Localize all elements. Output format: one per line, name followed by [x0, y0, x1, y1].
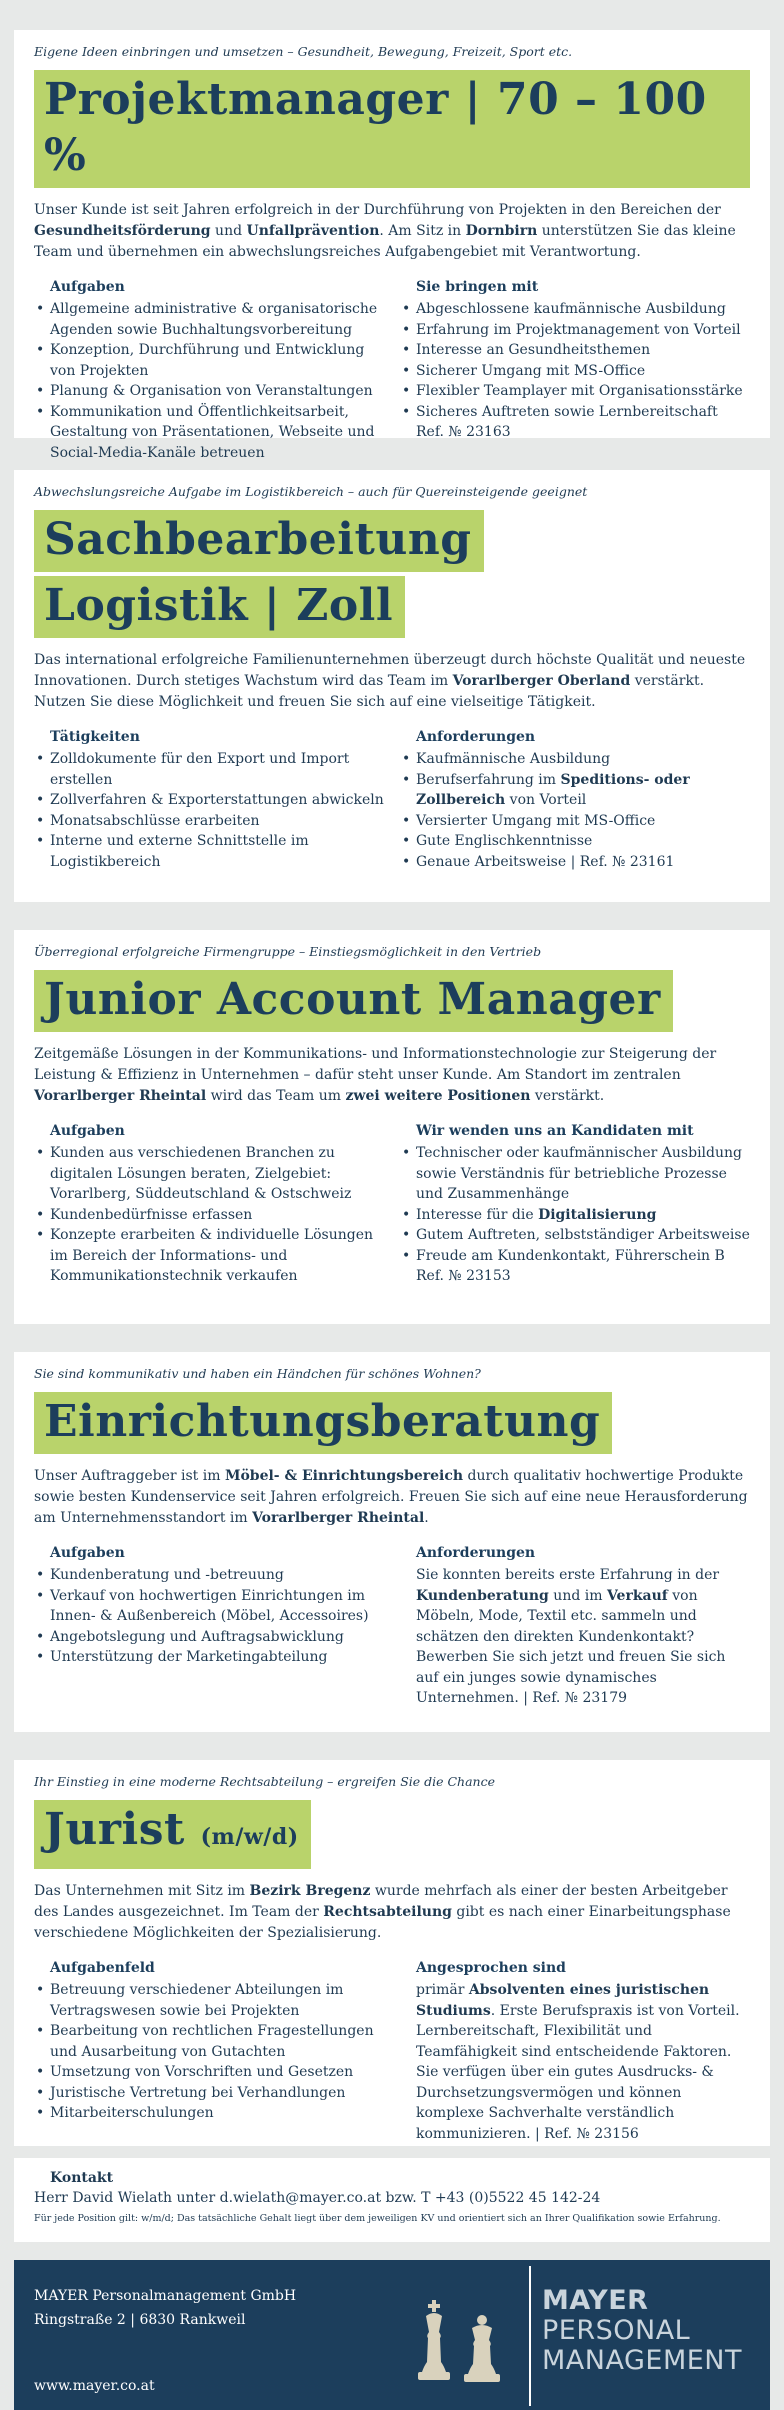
- chess-pieces-icon: [406, 2282, 516, 2392]
- requirements-column: [400, 1958, 750, 2144]
- column-heading: Wir wenden uns an Kandidaten mit: [416, 1123, 694, 1139]
- column-heading: Angesprochen sind: [416, 1960, 566, 1976]
- job-title: Jurist (m/w/d): [34, 1800, 311, 1869]
- job-title: Projektmanager | 70 – 100 %: [34, 70, 750, 188]
- list-item: • Freude am Kundenkontakt, Führerschein B: [400, 1246, 750, 1267]
- list-item: • Sicheres Auftreten sowie Lernbereitschaft: [400, 402, 750, 423]
- list-item: • Umsetzung von Vorschriften und Gesetzen: [34, 2062, 384, 2083]
- logo-divider: [529, 2266, 531, 2406]
- reference-number: Ref. № 23163: [416, 424, 511, 440]
- tasks-column: [34, 1543, 384, 1709]
- list-item: • Unterstützung der Marketingabteilung: [34, 1647, 384, 1668]
- list-item: • Interesse für die Digitalisierung: [400, 1205, 750, 1226]
- list-item: • Betreuung verschiedener Abteilungen im Vertragswesen sowie bei Projekten: [34, 1980, 384, 2021]
- list-item: • Konzeption, Durchführung und Entwicklung von Projekten: [34, 340, 384, 381]
- gender-suffix: (m/w/d): [200, 1824, 299, 1850]
- list-item: • Versierter Umgang mit MS-Office: [400, 811, 750, 832]
- job-intro: Unser Auftraggeber ist im Möbel- & Einrichtungsbereich durch qualitativ hochwertige Produkte sowie besten Kundenservice seit Jahren erfolgreich. Freuen Sie sich auf eine neue Herausforderung am Unternehmensstandort im Vorarlberger Rheintal.: [34, 1468, 748, 1526]
- job-kicker: Sie sind kommunikativ und haben ein Händchen für schönes Wohnen?: [34, 1366, 481, 1381]
- job-ad-projektmanager: [14, 30, 770, 461]
- column-heading: Sie bringen mit: [416, 279, 539, 295]
- job-intro: Das Unternehmen mit Sitz im Bezirk Bregenz wurde mehrfach als einer der besten Arbeitgeber des Landes ausgezeichnet. Im Team der Rechtsabteilung gibt es nach einer Einarbeitungsphase verschiedene Möglichkeiten der Spezialisierung.: [34, 1883, 731, 1941]
- column-heading: Aufgaben: [50, 1545, 125, 1561]
- list-item: • Planung & Organisation von Veranstaltungen: [34, 381, 384, 402]
- column-heading: Aufgaben: [50, 279, 125, 295]
- requirements-column: [400, 1543, 750, 1709]
- job-intro: Zeitgemäße Lösungen in der Kommunikations- und Informationstechnologie zur Steigerung der Leistung & Effizienz in Unternehmen – dafür steht unser Kunde. Am Standort im zentralen Vorarlberger Rheintal wird das Team um zwei weitere Positionen verstärkt.: [34, 1046, 717, 1104]
- list-item: • Kundenbedürfnisse erfassen: [34, 1205, 384, 1226]
- tasks-column: [34, 1121, 384, 1287]
- list-item: • Berufserfahrung im Speditions- oder Zollbereich von Vorteil: [400, 770, 750, 811]
- job-kicker: Ihr Einstieg in eine moderne Rechtsabteilung – ergreifen Sie die Chance: [34, 1774, 496, 1789]
- list-item: • Mitarbeiterschulungen: [34, 2103, 384, 2124]
- contact-section: [14, 2158, 770, 2242]
- company-address: [34, 2284, 296, 2332]
- job-title: Einrichtungsberatung: [34, 1392, 612, 1454]
- list-item: • Kundenberatung und -betreuung: [34, 1565, 384, 1586]
- list-item: • Juristische Vertretung bei Verhandlungen: [34, 2083, 384, 2104]
- job-title-line1: Sachbearbeitung: [34, 510, 484, 572]
- list-item: • Genaue Arbeitsweise | Ref. № 23161: [400, 852, 750, 873]
- list-item: • Kaufmännische Ausbildung: [400, 749, 750, 770]
- reference-number: Ref. № 23153: [416, 1268, 511, 1284]
- job-intro: Das international erfolgreiche Familienunternehmen überzeugt durch höchste Qualität und neueste Innovationen. Durch stetiges Wachstum wird das Team im Vorarlberger Oberland verstärkt. Nutzen Sie diese Möglichkeit und freuen Sie sich auf eine vielseitige Tätigkeit.: [34, 652, 746, 710]
- requirements-column: [400, 727, 750, 872]
- contact-line: Herr David Wielath unter d.wielath@mayer.co.at bzw. T +43 (0)5522 45 142-24: [34, 2190, 601, 2206]
- requirements-text: primär Absolventen eines juristischen Studiums. Erste Berufspraxis ist von Vorteil. Lernbereitschaft, Flexibilität und Teamfähigkeit sind entscheidende Faktoren. Sie verfügen über ein gutes Ausdrucks- & Durchsetzungsvermögen und können komplexe Sachverhalte verständlich kommunizieren. | Ref. № 23156: [416, 1982, 740, 2142]
- contact-heading: Kontakt: [50, 2170, 114, 2186]
- list-item: • Interne und externe Schnittstelle im Logistikbereich: [34, 831, 384, 872]
- list-item: • Allgemeine administrative & organisatorische Agenden sowie Buchhaltungsvorbereitung: [34, 299, 384, 340]
- list-item: • Sicherer Umgang mit MS-Office: [400, 361, 750, 382]
- list-item: • Gute Englischkenntnisse: [400, 831, 750, 852]
- job-ad-einrichtungsberatung: [14, 1352, 770, 1732]
- list-item: • Abgeschlossene kaufmännische Ausbildung: [400, 299, 750, 320]
- website-link[interactable]: www.mayer.co.at: [34, 2378, 155, 2394]
- list-item: • Flexibler Teamplayer mit Organisationsstärke: [400, 381, 750, 402]
- list-item: • Technischer oder kaufmännischer Ausbildung sowie Verständnis für betriebliche Prozesse und Zusammenhänge: [400, 1143, 750, 1205]
- column-heading: Anforderungen: [416, 1545, 536, 1561]
- list-item: • Interesse an Gesundheitsthemen: [400, 340, 750, 361]
- list-item: • Verkauf von hochwertigen Einrichtungen im Innen- & Außenbereich (Möbel, Accessoires): [34, 1586, 384, 1627]
- column-heading: Tätigkeiten: [50, 729, 140, 745]
- list-item: • Monatsabschlüsse erarbeiten: [34, 811, 384, 832]
- street-address: Ringstraße 2 | 6830 Rankweil: [34, 2312, 246, 2328]
- list-item: • Zollverfahren & Exporterstattungen abwickeln: [34, 790, 384, 811]
- job-title: Junior Account Manager: [34, 970, 673, 1032]
- list-item: • Kunden aus verschiedenen Branchen zu digitalen Lösungen beraten, Zielgebiet: Vorarlberg, Süddeutschland & Ostschweiz: [34, 1143, 384, 1205]
- job-ad-junior-account-manager: [14, 930, 770, 1324]
- list-item: • Konzepte erarbeiten & individuelle Lösungen im Bereich der Informations- und Kommunikationstechnik verkaufen: [34, 1225, 384, 1287]
- job-kicker: Eigene Ideen einbringen und umsetzen – Gesundheit, Bewegung, Freizeit, Sport etc.: [34, 44, 573, 59]
- job-kicker: Überregional erfolgreiche Firmengruppe – Einstiegsmöglichkeit in den Vertrieb: [34, 944, 542, 959]
- brand-logo-text: MAYER PERSONAL MANAGEMENT: [542, 2285, 742, 2376]
- requirements-column: [400, 1121, 750, 1287]
- job-kicker: Abwechslungsreiche Aufgabe im Logistikbereich – auch für Quereinsteigende geeignet: [34, 484, 588, 499]
- list-item: • Gutem Auftreten, selbstständiger Arbeitsweise: [400, 1225, 750, 1246]
- list-item: • Bearbeitung von rechtlichen Fragestellungen und Ausarbeitung von Gutachten: [34, 2021, 384, 2062]
- list-item: • Angebotslegung und Auftragsabwicklung: [34, 1627, 384, 1648]
- tasks-column: [34, 1958, 384, 2144]
- column-heading: Aufgabenfeld: [50, 1960, 155, 1976]
- requirements-column: [400, 277, 750, 463]
- fine-print: Für jede Position gilt: w/m/d; Das tatsächliche Gehalt liegt über dem jeweiligen KV und orientiert sich an Ihrer Qualifikation sowie Erfahrung.: [34, 2213, 721, 2224]
- column-heading: Aufgaben: [50, 1123, 125, 1139]
- job-title-line2: Logistik | Zoll: [34, 576, 405, 638]
- job-ad-sachbearbeitung: [14, 470, 770, 902]
- list-item: • Erfahrung im Projektmanagement von Vorteil: [400, 320, 750, 341]
- tasks-column: [34, 727, 384, 872]
- requirements-text: Sie konnten bereits erste Erfahrung in der Kundenberatung und im Verkauf von Möbeln, Mode, Textil etc. sammeln und schätzen den direkten Kundenkontakt? Bewerben Sie sich jetzt und freuen Sie sich auf ein junges sowie dynamisches Unternehmen. | Ref. № 23179: [416, 1567, 726, 1706]
- list-item: • Kommunikation und Öffentlichkeitsarbeit, Gestaltung von Präsentationen, Webseite und Social-Media-Kanäle betreuen: [34, 402, 384, 464]
- list-item: • Zolldokumente für den Export und Import erstellen: [34, 749, 384, 790]
- company-name: MAYER Personalmanagement GmbH: [34, 2288, 297, 2304]
- footer: [14, 2260, 770, 2410]
- column-heading: Anforderungen: [416, 729, 536, 745]
- job-intro: Unser Kunde ist seit Jahren erfolgreich in der Durchführung von Projekten in den Bereichen der Gesundheitsförderung und Unfallprävention. Am Sitz in Dornbirn unterstützen Sie das kleine Team und übernehmen ein abwechslungsreiches Aufgabengebiet mit Verantwortung.: [34, 202, 736, 260]
- job-ad-jurist: [14, 1760, 770, 2146]
- tasks-column: [34, 277, 384, 463]
